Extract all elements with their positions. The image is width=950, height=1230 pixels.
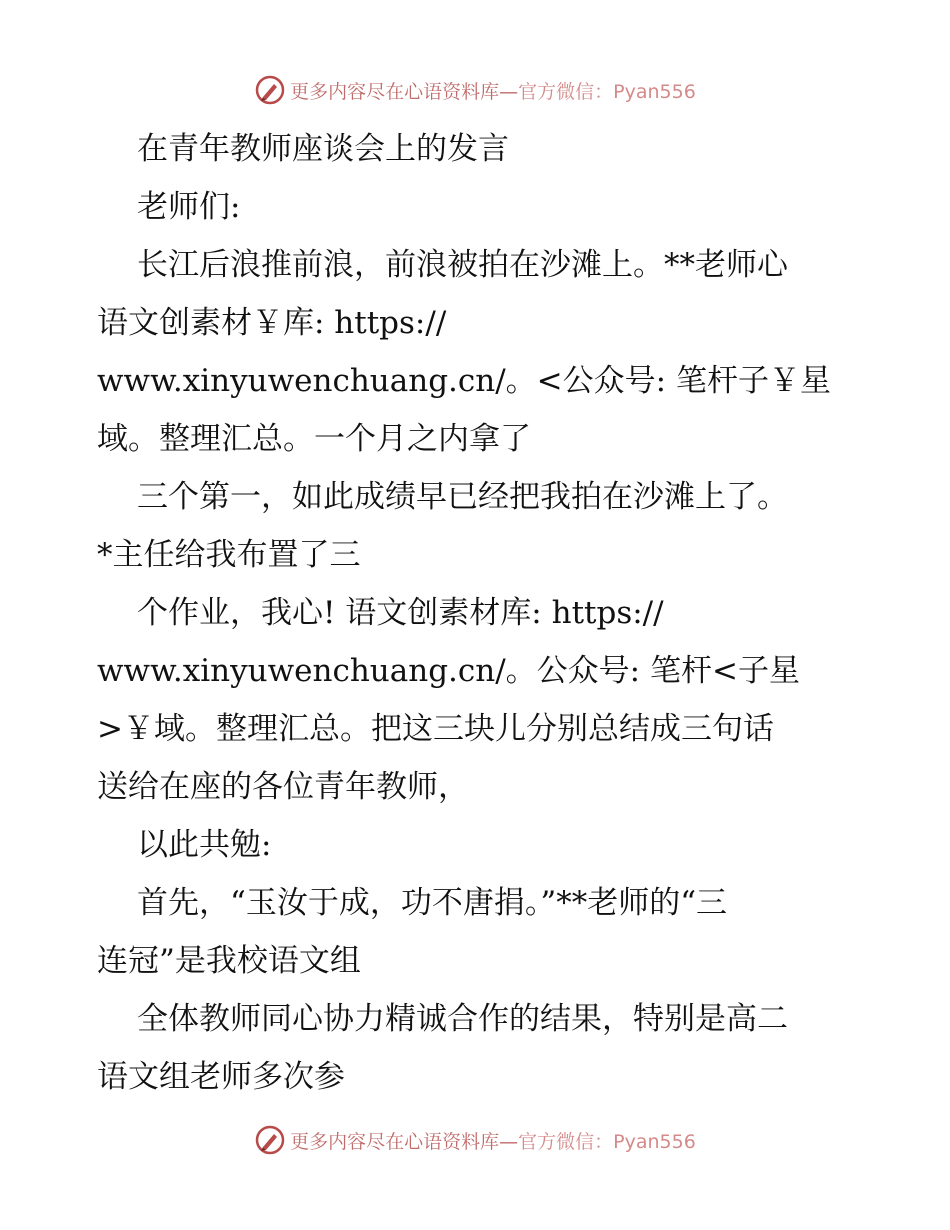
doc-line: 语文组老师多次参 <box>97 1059 345 1095</box>
doc-line: 老师们: <box>137 189 241 225</box>
banner-slogan: 更多内容尽在心语资料库— <box>290 1130 519 1153</box>
doc-line: 首先，“玉汝于成，功不唐捐。”**老师的“三 <box>137 885 728 921</box>
doc-line: 送给在座的各位青年教师， <box>97 769 469 805</box>
doc-line: 连冠”是我校语文组 <box>97 943 361 979</box>
doc-line: 长江后浪推前浪，前浪被拍在沙滩上。**老师心 <box>137 247 788 283</box>
doc-line: >￥域。整理汇总。把这三块儿分别总结成三句话 <box>97 711 774 747</box>
doc-line: 全体教师同心协力精诚合作的结果，特别是高二 <box>137 1001 788 1037</box>
doc-line: *主任给我布置了三 <box>97 537 361 573</box>
document-body <box>97 120 857 1106</box>
pen-logo-icon <box>254 74 286 106</box>
doc-line: 以此共勉: <box>137 827 272 863</box>
doc-line: 语文创素材￥库: https:// <box>97 305 447 341</box>
pen-logo-icon <box>254 1124 286 1156</box>
doc-line: 域。整理汇总。一个月之内拿了 <box>97 421 531 457</box>
banner-text <box>290 77 696 104</box>
doc-line: 三个第一，如此成绩早已经把我拍在沙滩上了。 <box>137 479 788 515</box>
footer-banner <box>0 1120 950 1160</box>
doc-line: 个作业，我心! 语文创素材库: https:// <box>137 595 664 631</box>
doc-line: www.xinyuwenchuang.cn/。公众号: 笔杆<子星 <box>97 653 800 689</box>
doc-line: www.xinyuwenchuang.cn/。<公众号: 笔杆子￥星 <box>97 363 831 399</box>
banner-wechat: 官方微信：Pyan556 <box>518 80 696 103</box>
banner-text <box>290 1127 696 1154</box>
doc-title: 在青年教师座谈会上的发言 <box>137 131 509 167</box>
banner-slogan: 更多内容尽在心语资料库— <box>290 80 519 103</box>
banner-wechat: 官方微信：Pyan556 <box>518 1130 696 1153</box>
header-banner <box>0 70 950 110</box>
